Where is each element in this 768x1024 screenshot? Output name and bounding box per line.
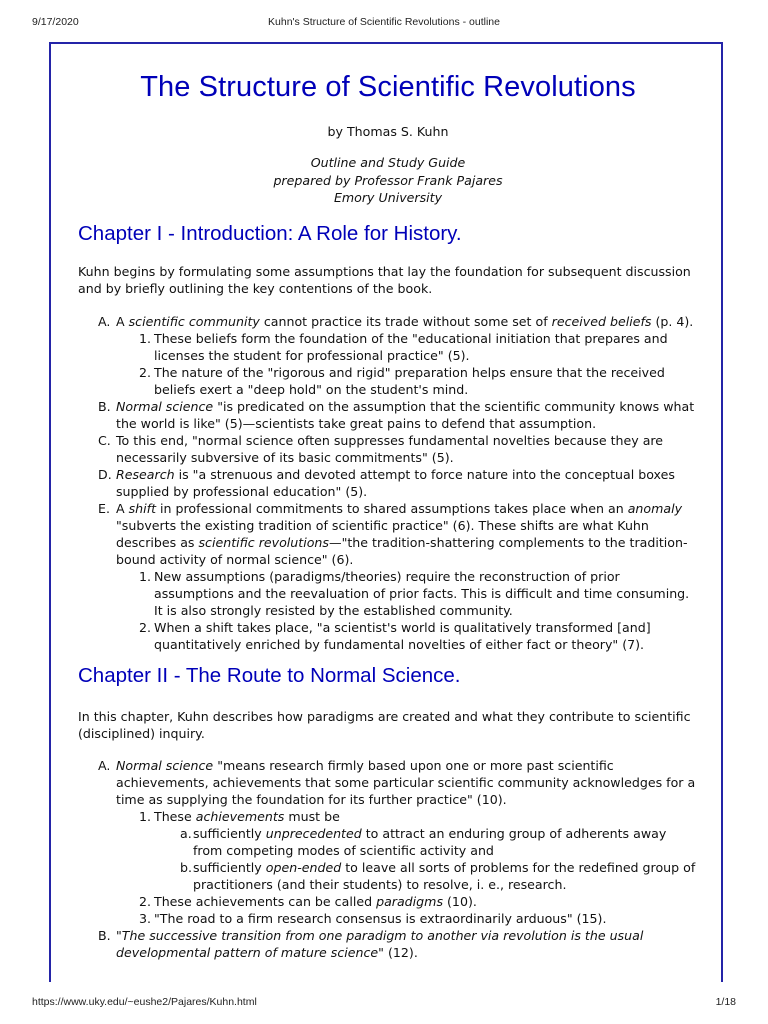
print-date: 9/17/2020 (32, 16, 79, 28)
guide-line: prepared by Professor Frank Pajares (273, 172, 503, 188)
list-marker: 2. (139, 619, 152, 635)
outline-subsubitem: b. sufficiently open-ended to leave all sorts of problems for the redefined group of practitioners (and their students) to resolve, i. e., research. (180, 859, 696, 892)
outline-subitem: 2. The nature of the "rigorous and rigid" preparation helps ensure that the received beliefs exert a "deep hold" on the student's mind. (139, 364, 665, 397)
list-marker: b. (180, 859, 192, 875)
outline-subitem: 1. These achievements must be a. sufficiently unprecedented to attract an enduring group of adherents away from competing modes of scientific activity and b. sufficiently open-ended to leave all sorts of problems for the redefined group of practitioners (and their students) to resolve, i. e., research. (154, 808, 698, 893)
study-guide-credit (78, 154, 698, 207)
list-marker: 1. (139, 330, 152, 346)
print-url: https://www.uky.edu/~eushe2/Pajares/Kuhn.html (32, 996, 257, 1008)
list-marker: A. (98, 757, 111, 773)
list-marker: E. (98, 500, 110, 516)
outline-item: D. Research is "a strenuous and devoted attempt to force nature into the conceptual boxes supplied by professional education" (5). (98, 466, 675, 499)
outline-subsubitem: a. sufficiently unprecedented to attract an enduring group of adherents away from competing modes of scientific activity and (180, 825, 667, 858)
sub-outline (116, 808, 698, 927)
sub-outline (116, 568, 698, 653)
sub-outline (116, 330, 698, 398)
author-line: by Thomas S. Kuhn (327, 124, 449, 139)
list-marker: D. (98, 466, 112, 482)
outline-item: A. Normal science "means research firmly based upon one or more past scientific achievements, achievements that some particular scientific community acknowledges for a time as supplying the foundation for its further practice" (10). 1. These achievements must be a. sufficiently unprecedented to attract an enduring group of adherents away from competing modes of scientific activity and b. sufficiently open-ended to leave all sorts of problems for the redefined group of practitioners (and their students) to resolve, i. e., research. 2. These achievements can be called paradigms (10). 3. "The road to a firm research consensus is extraordinarily arduous" (15). (116, 757, 698, 927)
list-marker: A. (98, 313, 111, 329)
chapter-1-outline (78, 313, 698, 653)
print-footer (32, 996, 736, 1010)
outline-subitem: 2. These achievements can be called paradigms (10). (139, 893, 477, 909)
list-marker: C. (98, 432, 111, 448)
sub-sub-outline (154, 825, 698, 893)
outline-item: B. "The successive transition from one paradigm to another via revolution is the usual developmental pattern of mature science" (12). (98, 927, 644, 960)
outline-subitem: 1. New assumptions (paradigms/theories) require the reconstruction of prior assumptions and the reevaluation of prior facts. This is difficult and time consuming. It is also strongly resisted by the established community. (139, 568, 690, 618)
chapter-2-outline (78, 757, 698, 961)
outline-item: C. To this end, "normal science often suppresses fundamental novelties because they are necessarily subversive of its basic commitments" (5). (98, 432, 664, 465)
list-marker: B. (98, 398, 111, 414)
list-marker: 1. (139, 568, 152, 584)
guide-line: Emory University (333, 190, 443, 205)
document-title: The Structure of Scientific Revolutions (140, 71, 636, 103)
list-marker: B. (98, 927, 111, 943)
guide-line: Outline and Study Guide (310, 155, 466, 170)
outline-subitem: 3. "The road to a firm research consensus is extraordinarily arduous" (15). (139, 910, 607, 926)
chapter-1-heading: Chapter I - Introduction: A Role for History. (78, 221, 462, 245)
outline-item: A. A scientific community cannot practice its trade without some set of received beliefs (p. 4). 1. These beliefs form the foundation of the "educational initiation that prepares and licenses the student for professional practice" (5). 2. The nature of the "rigorous and rigid" preparation helps ensure that the received beliefs exert a "deep hold" on the student's mind. (116, 313, 698, 398)
document-body (78, 42, 698, 961)
list-marker: 1. (139, 808, 152, 824)
print-header (32, 16, 736, 30)
outline-subitem: 2. When a shift takes place, "a scientist's world is qualitatively transformed [and] quantitatively enriched by fundamental novelties of either fact or theory" (7). (139, 619, 651, 652)
page-number: 1/18 (715, 996, 736, 1008)
list-marker: 2. (139, 893, 152, 909)
list-marker: 3. (139, 910, 152, 926)
chapter-2-intro: In this chapter, Kuhn describes how paradigms are created and what they contribute to scientific (disciplined) inquiry. (78, 708, 691, 741)
outline-subitem: 1. These beliefs form the foundation of the "educational initiation that prepares and licenses the student for professional practice" (5). (139, 330, 668, 363)
outline-item: B. Normal science "is predicated on the assumption that the scientific community knows what the world is like" (5)—scientists take great pains to defend that assumption. (98, 398, 695, 431)
print-title: Kuhn's Structure of Scientific Revolutions - outline (268, 16, 500, 28)
list-marker: a. (180, 825, 192, 841)
outline-item: E. A shift in professional commitments to shared assumptions takes place when an anomaly "subverts the existing tradition of scientific practice" (6). These shifts are what Kuhn describes as scientific revolutions—"the tradition-shattering complements to the tradition-bound activity of normal science" (6). 1. New assumptions (paradigms/theories) require the reconstruction of prior assumptions and the reevaluation of prior facts. This is difficult and time consuming. It is also strongly resisted by the established community. 2. When a shift takes place, "a scientist's world is qualitatively transformed [and] quantitatively enriched by fundamental novelties of either fact or theory" (7). (116, 500, 698, 653)
chapter-2-heading: Chapter II - The Route to Normal Science. (78, 663, 461, 687)
chapter-1-intro: Kuhn begins by formulating some assumptions that lay the foundation for subsequent discussion and by briefly outlining the key contentions of the book. (78, 263, 691, 296)
list-marker: 2. (139, 364, 152, 380)
